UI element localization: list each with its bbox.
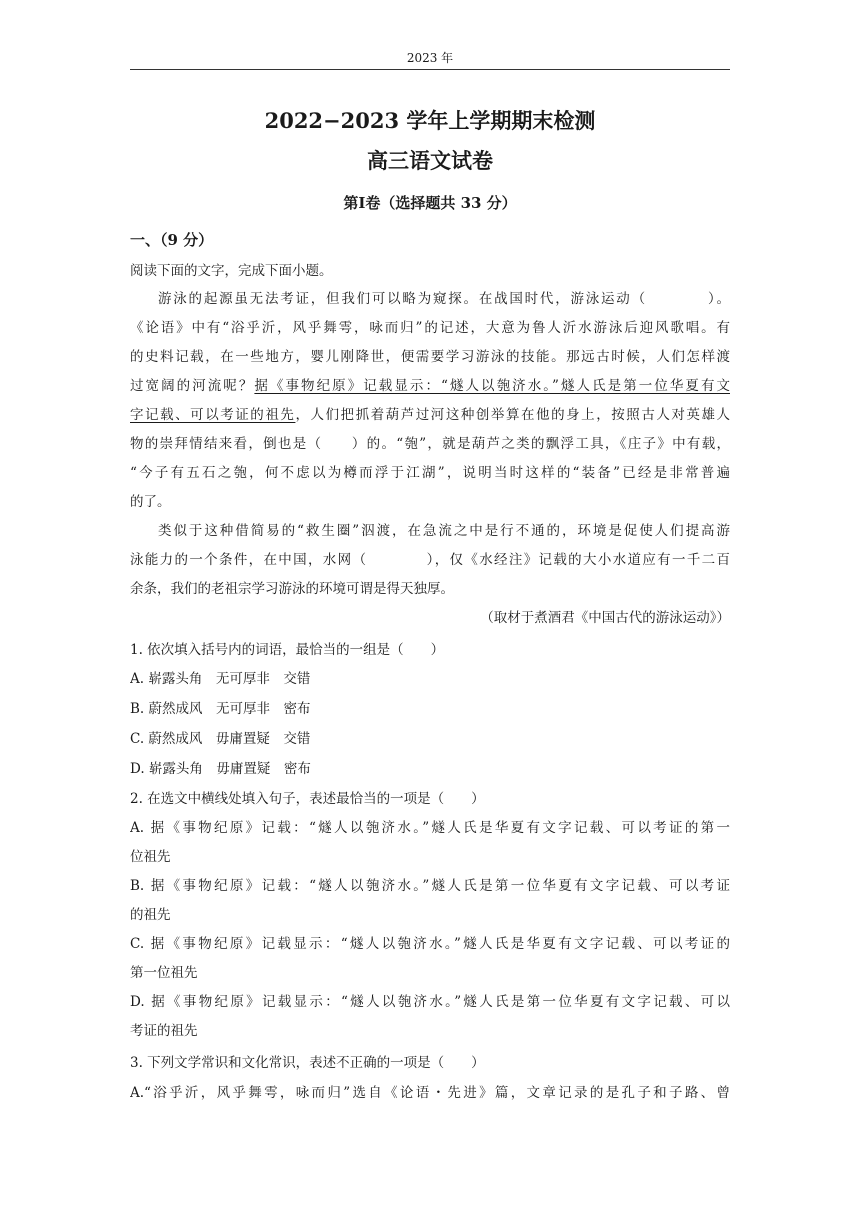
question-1-option-b: B. 蔚然成风 无可厚非 密布 — [130, 701, 311, 717]
page-header: 2023 年 — [406, 51, 454, 65]
question-2-option-d: D. 据《事物纪原》记载显示：“燧人以匏济水。”燧人氏是第一位华夏有文字记载、可以 — [130, 994, 730, 1010]
passage-line — [130, 405, 730, 425]
question-1-option-a: A. 崭露头角 无可厚非 交错 — [130, 671, 311, 687]
question-1-stem: 1. 依次填入括号内的词语，最恰当的一组是（ ） — [130, 642, 445, 658]
passage-source: （取材于煮酒君《中国古代的游泳运动》） — [480, 610, 730, 626]
passage-line: 的史料记载，在一些地方，婴儿刚降世，便需要学习游泳的技能。那远古时候，人们怎样渡 — [130, 349, 730, 365]
passage-text: ，人们把抓着葫芦过河这种创举算在他的身上，按照古人对英雄人 — [295, 407, 730, 423]
passage-line: 《论语》中有“浴乎沂，风乎舞雩，咏而归”的记述，大意为鲁人沂水游泳后迎风歌唱。有 — [130, 320, 730, 336]
passage-line: 余条，我们的老祖宗学习游泳的环境可谓是得天独厚。 — [130, 581, 454, 597]
question-2-stem: 2. 在选文中横线处填入句子，表述最恰当的一项是（ ） — [130, 791, 485, 807]
question-3-stem: 3. 下列文学常识和文化常识，表述不正确的一项是（ ） — [130, 1055, 485, 1071]
underlined-blank-sentence: 字记载、可以考证的祖先 — [130, 407, 296, 423]
part-title: 第Ⅰ卷（选择题共 33 分） — [343, 194, 517, 212]
passage-line: 物的崇拜情结来看，倒也是（ ）的。“匏”，就是葫芦之类的飘浮工具，《庄子》中有载， — [130, 436, 730, 452]
question-2-option-b: B. 据《事物纪原》记载：“燧人以匏济水。”燧人氏是第一位华夏有文字记载、可以考证 — [130, 878, 730, 894]
passage-line: “今子有五石之匏，何不虑以为樽而浮于江湖”，说明当时这样的“装备”已经是非常普遍 — [130, 465, 730, 481]
header-rule — [130, 69, 730, 70]
passage-line: 类似于这种借简易的“救生圈”泅渡，在急流之中是行不通的，环境是促使人们提高游 — [158, 523, 730, 539]
passage-line — [130, 376, 730, 396]
section-heading: 一、（9 分） — [130, 231, 214, 249]
passage-line: 泳能力的一个条件，在中国，水网（ ），仅《水经注》记载的大小水道应有一千二百 — [130, 552, 730, 568]
question-2-option-b-cont: 的祖先 — [130, 907, 171, 923]
question-1-option-c: C. 蔚然成风 毋庸置疑 交错 — [130, 731, 311, 747]
passage-text: 过宽阔的河流呢？ — [130, 378, 255, 394]
exam-title: 2022−2023 学年上学期期末检测 — [264, 108, 596, 133]
underlined-blank-sentence: 据《事物纪原》记载显示：“燧人以匏济水。”燧人氏是第一位华夏有文 — [254, 378, 730, 394]
question-1-option-d: D. 崭露头角 毋庸置疑 密布 — [130, 761, 311, 777]
passage-line: 游泳的起源虽无法考证，但我们可以略为窥探。在战国时代，游泳运动（ ）。 — [158, 291, 730, 307]
question-2-option-c-cont: 第一位祖先 — [130, 965, 198, 981]
question-2-option-a-cont: 位祖先 — [130, 849, 171, 865]
instruction: 阅读下面的文字，完成下面小题。 — [130, 263, 333, 279]
question-2-option-c: C. 据《事物纪原》记载显示：“燧人以匏济水。”燧人氏是华夏有文字记载、可以考证的 — [130, 936, 730, 952]
passage-line: 的了。 — [130, 494, 171, 510]
question-2-option-a: A. 据《事物纪原》记载：“燧人以匏济水。”燧人氏是华夏有文字记载、可以考证的第一 — [130, 820, 730, 836]
question-2-option-d-cont: 考证的祖先 — [130, 1023, 198, 1039]
question-3-option-a: A.“浴乎沂，风乎舞雩，咏而归”选自《论语・先进》篇，文章记录的是孔子和子路、曾 — [130, 1085, 730, 1101]
exam-subtitle: 高三语文试卷 — [367, 148, 493, 173]
